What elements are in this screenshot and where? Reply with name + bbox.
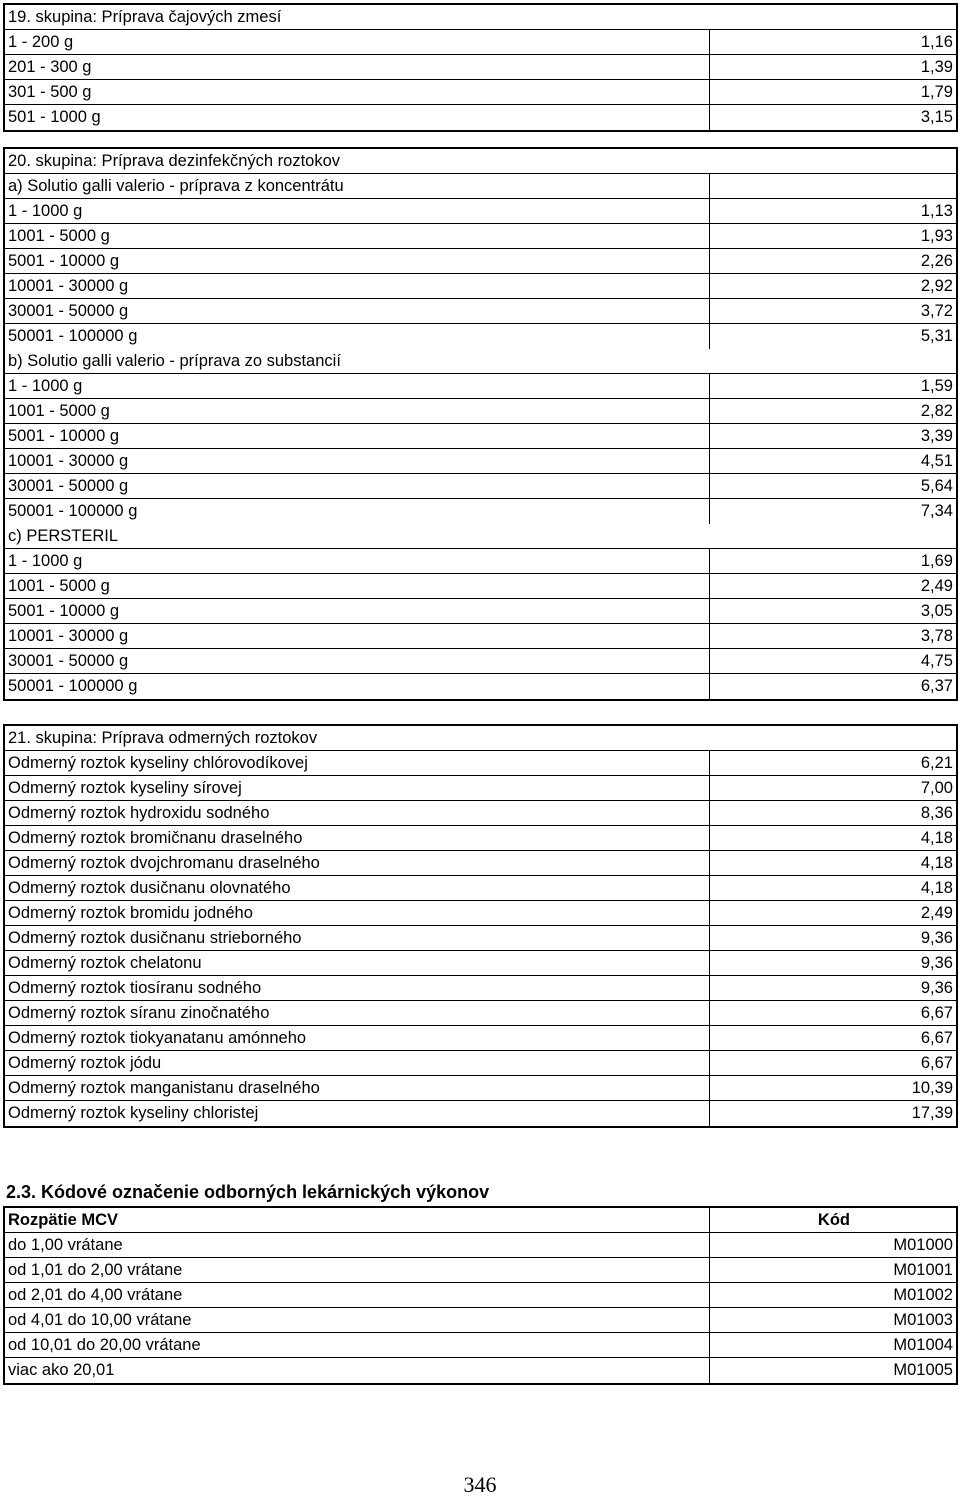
table-row <box>5 1333 956 1358</box>
row-value: 7,00 <box>920 779 953 797</box>
row-value: 4,75 <box>920 652 953 670</box>
table-row <box>5 199 956 224</box>
row-label: Odmerný roztok síranu zinočnatého <box>8 1004 270 1022</box>
table-row <box>5 549 956 574</box>
row-value: 3,05 <box>920 602 953 620</box>
row-value: M01002 <box>893 1286 953 1304</box>
table-row <box>5 1076 956 1101</box>
row-value: 1,93 <box>920 227 953 245</box>
row-label: 201 - 300 g <box>8 58 92 76</box>
table-row <box>5 876 956 901</box>
group21-rows <box>5 751 956 1126</box>
row-label: 1 - 1000 g <box>8 552 83 570</box>
row-value: 6,21 <box>920 754 953 772</box>
table-row <box>5 80 956 105</box>
row-label: Odmerný roztok kyseliny chloristej <box>8 1104 259 1122</box>
codes-header-row <box>5 1208 956 1233</box>
table-row <box>5 901 956 926</box>
row-label: Odmerný roztok dvojchromanu draselného <box>8 854 320 872</box>
row-value: 2,49 <box>920 577 953 595</box>
group20-subheading-c: c) PERSTERIL <box>5 524 956 549</box>
table-row <box>5 1283 956 1308</box>
row-value: 4,18 <box>920 879 953 897</box>
row-value: M01004 <box>893 1336 953 1354</box>
row-value: 5,64 <box>920 477 953 495</box>
group20-rows-a <box>5 199 956 349</box>
row-label: 10001 - 30000 g <box>8 627 129 645</box>
table-row <box>5 249 956 274</box>
table-row <box>5 776 956 801</box>
table-row <box>5 574 956 599</box>
row-label: od 10,01 do 20,00 vrátane <box>8 1336 201 1354</box>
row-value: 1,13 <box>920 202 953 220</box>
page-number: 346 <box>463 1472 497 1497</box>
table-row <box>5 274 956 299</box>
row-value: 1,16 <box>920 33 953 51</box>
table-row <box>5 751 956 776</box>
row-value: 1,69 <box>920 552 953 570</box>
row-value: 1,59 <box>920 377 953 395</box>
row-value: M01001 <box>893 1261 953 1279</box>
row-value: 9,36 <box>920 954 953 972</box>
table-row <box>5 374 956 399</box>
group20-subheading-b: b) Solutio galli valerio - príprava zo substancií <box>5 349 956 374</box>
table-row <box>5 424 956 449</box>
row-value: M01003 <box>893 1311 953 1329</box>
column-header-range: Rozpätie MCV <box>8 1211 119 1229</box>
table-row <box>5 1358 956 1383</box>
group20-table <box>3 147 958 701</box>
row-value: 6,37 <box>920 677 953 695</box>
row-label: do 1,00 vrátane <box>8 1236 123 1254</box>
row-value: 2,92 <box>920 277 953 295</box>
row-label: Odmerný roztok jódu <box>8 1054 162 1072</box>
table-row <box>5 474 956 499</box>
table-row <box>5 499 956 524</box>
row-label: 301 - 500 g <box>8 83 92 101</box>
group20-rows-c <box>5 549 956 699</box>
row-label: Odmerný roztok kyseliny sírovej <box>8 779 242 797</box>
table-row <box>5 851 956 876</box>
group19-title: 19. skupina: Príprava čajových zmesí <box>5 5 956 30</box>
table-row <box>5 926 956 951</box>
row-value: 9,36 <box>920 929 953 947</box>
row-label: od 1,01 do 2,00 vrátane <box>8 1261 183 1279</box>
row-label: 30001 - 50000 g <box>8 477 129 495</box>
table-row <box>5 801 956 826</box>
table-row <box>5 624 956 649</box>
table-row <box>5 976 956 1001</box>
row-label: 5001 - 10000 g <box>8 427 120 445</box>
group19-rows <box>5 30 956 130</box>
column-header-code: Kód <box>817 1211 850 1229</box>
group21-title: 21. skupina: Príprava odmerných roztokov <box>5 726 956 751</box>
table-row <box>5 826 956 851</box>
row-label: Odmerný roztok bromičnanu draselného <box>8 829 303 847</box>
row-label: 30001 - 50000 g <box>8 652 129 670</box>
row-label: 1001 - 5000 g <box>8 227 110 245</box>
row-label: 1 - 200 g <box>8 33 74 51</box>
group20-rows-b <box>5 374 956 524</box>
row-value: 3,78 <box>920 627 953 645</box>
row-value: 10,39 <box>911 1079 953 1097</box>
table-row <box>5 1258 956 1283</box>
row-value: 2,26 <box>920 252 953 270</box>
table-row <box>5 399 956 424</box>
row-value: M01000 <box>893 1236 953 1254</box>
row-value: 6,67 <box>920 1029 953 1047</box>
row-label: 5001 - 10000 g <box>8 602 120 620</box>
row-value: 2,49 <box>920 904 953 922</box>
row-label: 1001 - 5000 g <box>8 402 110 420</box>
row-label: 1001 - 5000 g <box>8 577 110 595</box>
row-value: 1,79 <box>920 83 953 101</box>
table-row <box>5 449 956 474</box>
table-row <box>5 951 956 976</box>
row-label: Odmerný roztok bromidu jodného <box>8 904 253 922</box>
table-row <box>5 55 956 80</box>
group21-table <box>3 724 958 1128</box>
row-value: 3,72 <box>920 302 953 320</box>
section-heading: 2.3. Kódové označenie odborných lekárnických výkonov <box>6 1182 490 1202</box>
group19-table <box>3 3 958 132</box>
table-row <box>5 30 956 55</box>
row-label: 1 - 1000 g <box>8 202 83 220</box>
row-value: 6,67 <box>920 1004 953 1022</box>
row-value: M01005 <box>893 1361 953 1379</box>
table-row <box>5 299 956 324</box>
row-label: 10001 - 30000 g <box>8 452 129 470</box>
row-value: 2,82 <box>920 402 953 420</box>
row-label: od 2,01 do 4,00 vrátane <box>8 1286 183 1304</box>
table-row <box>5 1101 956 1126</box>
table-row <box>5 674 956 699</box>
row-label: Odmerný roztok kyseliny chlórovodíkovej <box>8 754 308 772</box>
row-value: 17,39 <box>911 1104 953 1122</box>
table-row <box>5 1308 956 1333</box>
row-label: Odmerný roztok manganistanu draselného <box>8 1079 320 1097</box>
table-row <box>5 1001 956 1026</box>
row-label: 1 - 1000 g <box>8 377 83 395</box>
row-value: 4,18 <box>920 829 953 847</box>
table-row <box>5 1026 956 1051</box>
group20-subheading-a <box>5 174 956 199</box>
codes-rows <box>5 1233 956 1383</box>
table-row <box>5 599 956 624</box>
group20-title: 20. skupina: Príprava dezinfekčných roztokov <box>5 149 956 174</box>
table-row <box>5 649 956 674</box>
row-label: Odmerný roztok hydroxidu sodného <box>8 804 270 822</box>
row-label: od 4,01 do 10,00 vrátane <box>8 1311 192 1329</box>
row-value: 7,34 <box>920 502 953 520</box>
row-label: 5001 - 10000 g <box>8 252 120 270</box>
row-label: Odmerný roztok dusičnanu olovnatého <box>8 879 291 897</box>
row-label: Odmerný roztok dusičnanu strieborného <box>8 929 302 947</box>
row-label: 30001 - 50000 g <box>8 302 129 320</box>
table-row <box>5 1051 956 1076</box>
row-value: 5,31 <box>920 327 953 345</box>
row-label: viac ako 20,01 <box>8 1361 115 1379</box>
row-label: 50001 - 100000 g <box>8 677 138 695</box>
codes-table <box>3 1206 958 1385</box>
table-row <box>5 1233 956 1258</box>
table-row <box>5 105 956 130</box>
row-value: 1,39 <box>920 58 953 76</box>
row-label: Odmerný roztok tiosíranu sodného <box>8 979 262 997</box>
row-value: 9,36 <box>920 979 953 997</box>
table-row <box>5 224 956 249</box>
row-label: 501 - 1000 g <box>8 108 101 126</box>
row-label: Odmerný roztok chelatonu <box>8 954 202 972</box>
row-value: 4,51 <box>920 452 953 470</box>
table-row <box>5 324 956 349</box>
row-label: 10001 - 30000 g <box>8 277 129 295</box>
row-value: 8,36 <box>920 804 953 822</box>
row-label: 50001 - 100000 g <box>8 327 138 345</box>
row-value: 4,18 <box>920 854 953 872</box>
subheading-label: a) Solutio galli valerio - príprava z koncentrátu <box>8 177 344 195</box>
row-value: 6,67 <box>920 1054 953 1072</box>
row-label: Odmerný roztok tiokyanatanu amónneho <box>8 1029 307 1047</box>
row-label: 50001 - 100000 g <box>8 502 138 520</box>
row-value: 3,39 <box>920 427 953 445</box>
row-value: 3,15 <box>920 108 953 126</box>
